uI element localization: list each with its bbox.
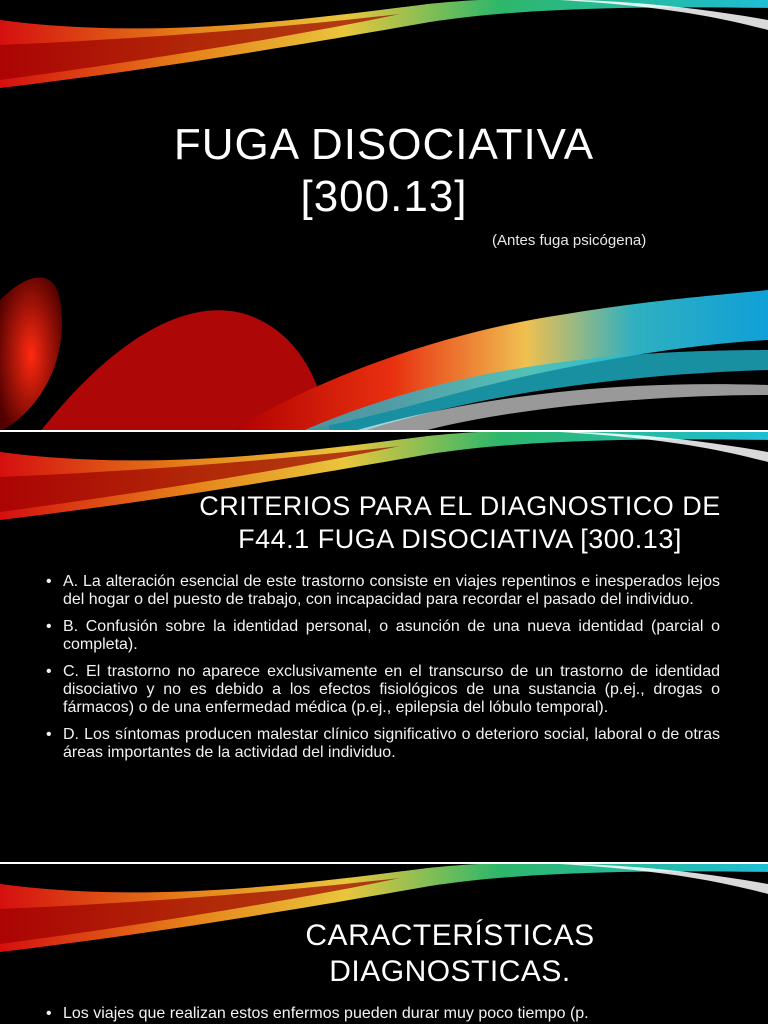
slide-title: CRITERIOS PARA EL DIAGNOSTICO DE xyxy=(199,491,721,521)
slide-title-line2: DIAGNOSTICAS. xyxy=(329,955,571,988)
slide-subtitle: (Antes fuga psicógena) xyxy=(492,232,647,249)
list-item: • Los viajes que realizan estos enfermos pueden durar muy poco tiempo (p. xyxy=(46,1005,720,1023)
slide-title-code: F44.1 FUGA DISOCIATIVA [300.13] xyxy=(238,524,682,554)
list-item: • C. El trastorno no aparece exclusivamente en el transcurso de un trastorno de identidad disociativo y no es debido a los efectos fisiológicos de una sustancia (p.ej., drogas o fármacos) o de una enfermedad médica (p.ej., epilepsia del lóbulo temporal). xyxy=(46,663,720,717)
slide-title-code: [300.13] xyxy=(300,172,468,221)
title-slide[interactable] xyxy=(0,0,768,432)
list-item: • A. La alteración esencial de este trastorno consiste en viajes repentinos e inesperados lejos del hogar o del puesto de trabajo, con incapacidad para recordar el pasado del individuo. xyxy=(46,573,720,609)
slide-title: CARACTERÍSTICAS xyxy=(305,919,595,952)
slide-title: FUGA DISOCIATIVA xyxy=(173,120,595,169)
characteristics-list xyxy=(46,1005,720,1023)
criteria-list xyxy=(46,573,720,771)
list-item: • D. Los síntomas producen malestar clínico significativo o deterioro social, laboral o de otras áreas importantes de la actividad del individuo. xyxy=(46,726,720,762)
list-item: • B. Confusión sobre la identidad personal, o asunción de una nueva identidad (parcial o completa). xyxy=(46,618,720,654)
